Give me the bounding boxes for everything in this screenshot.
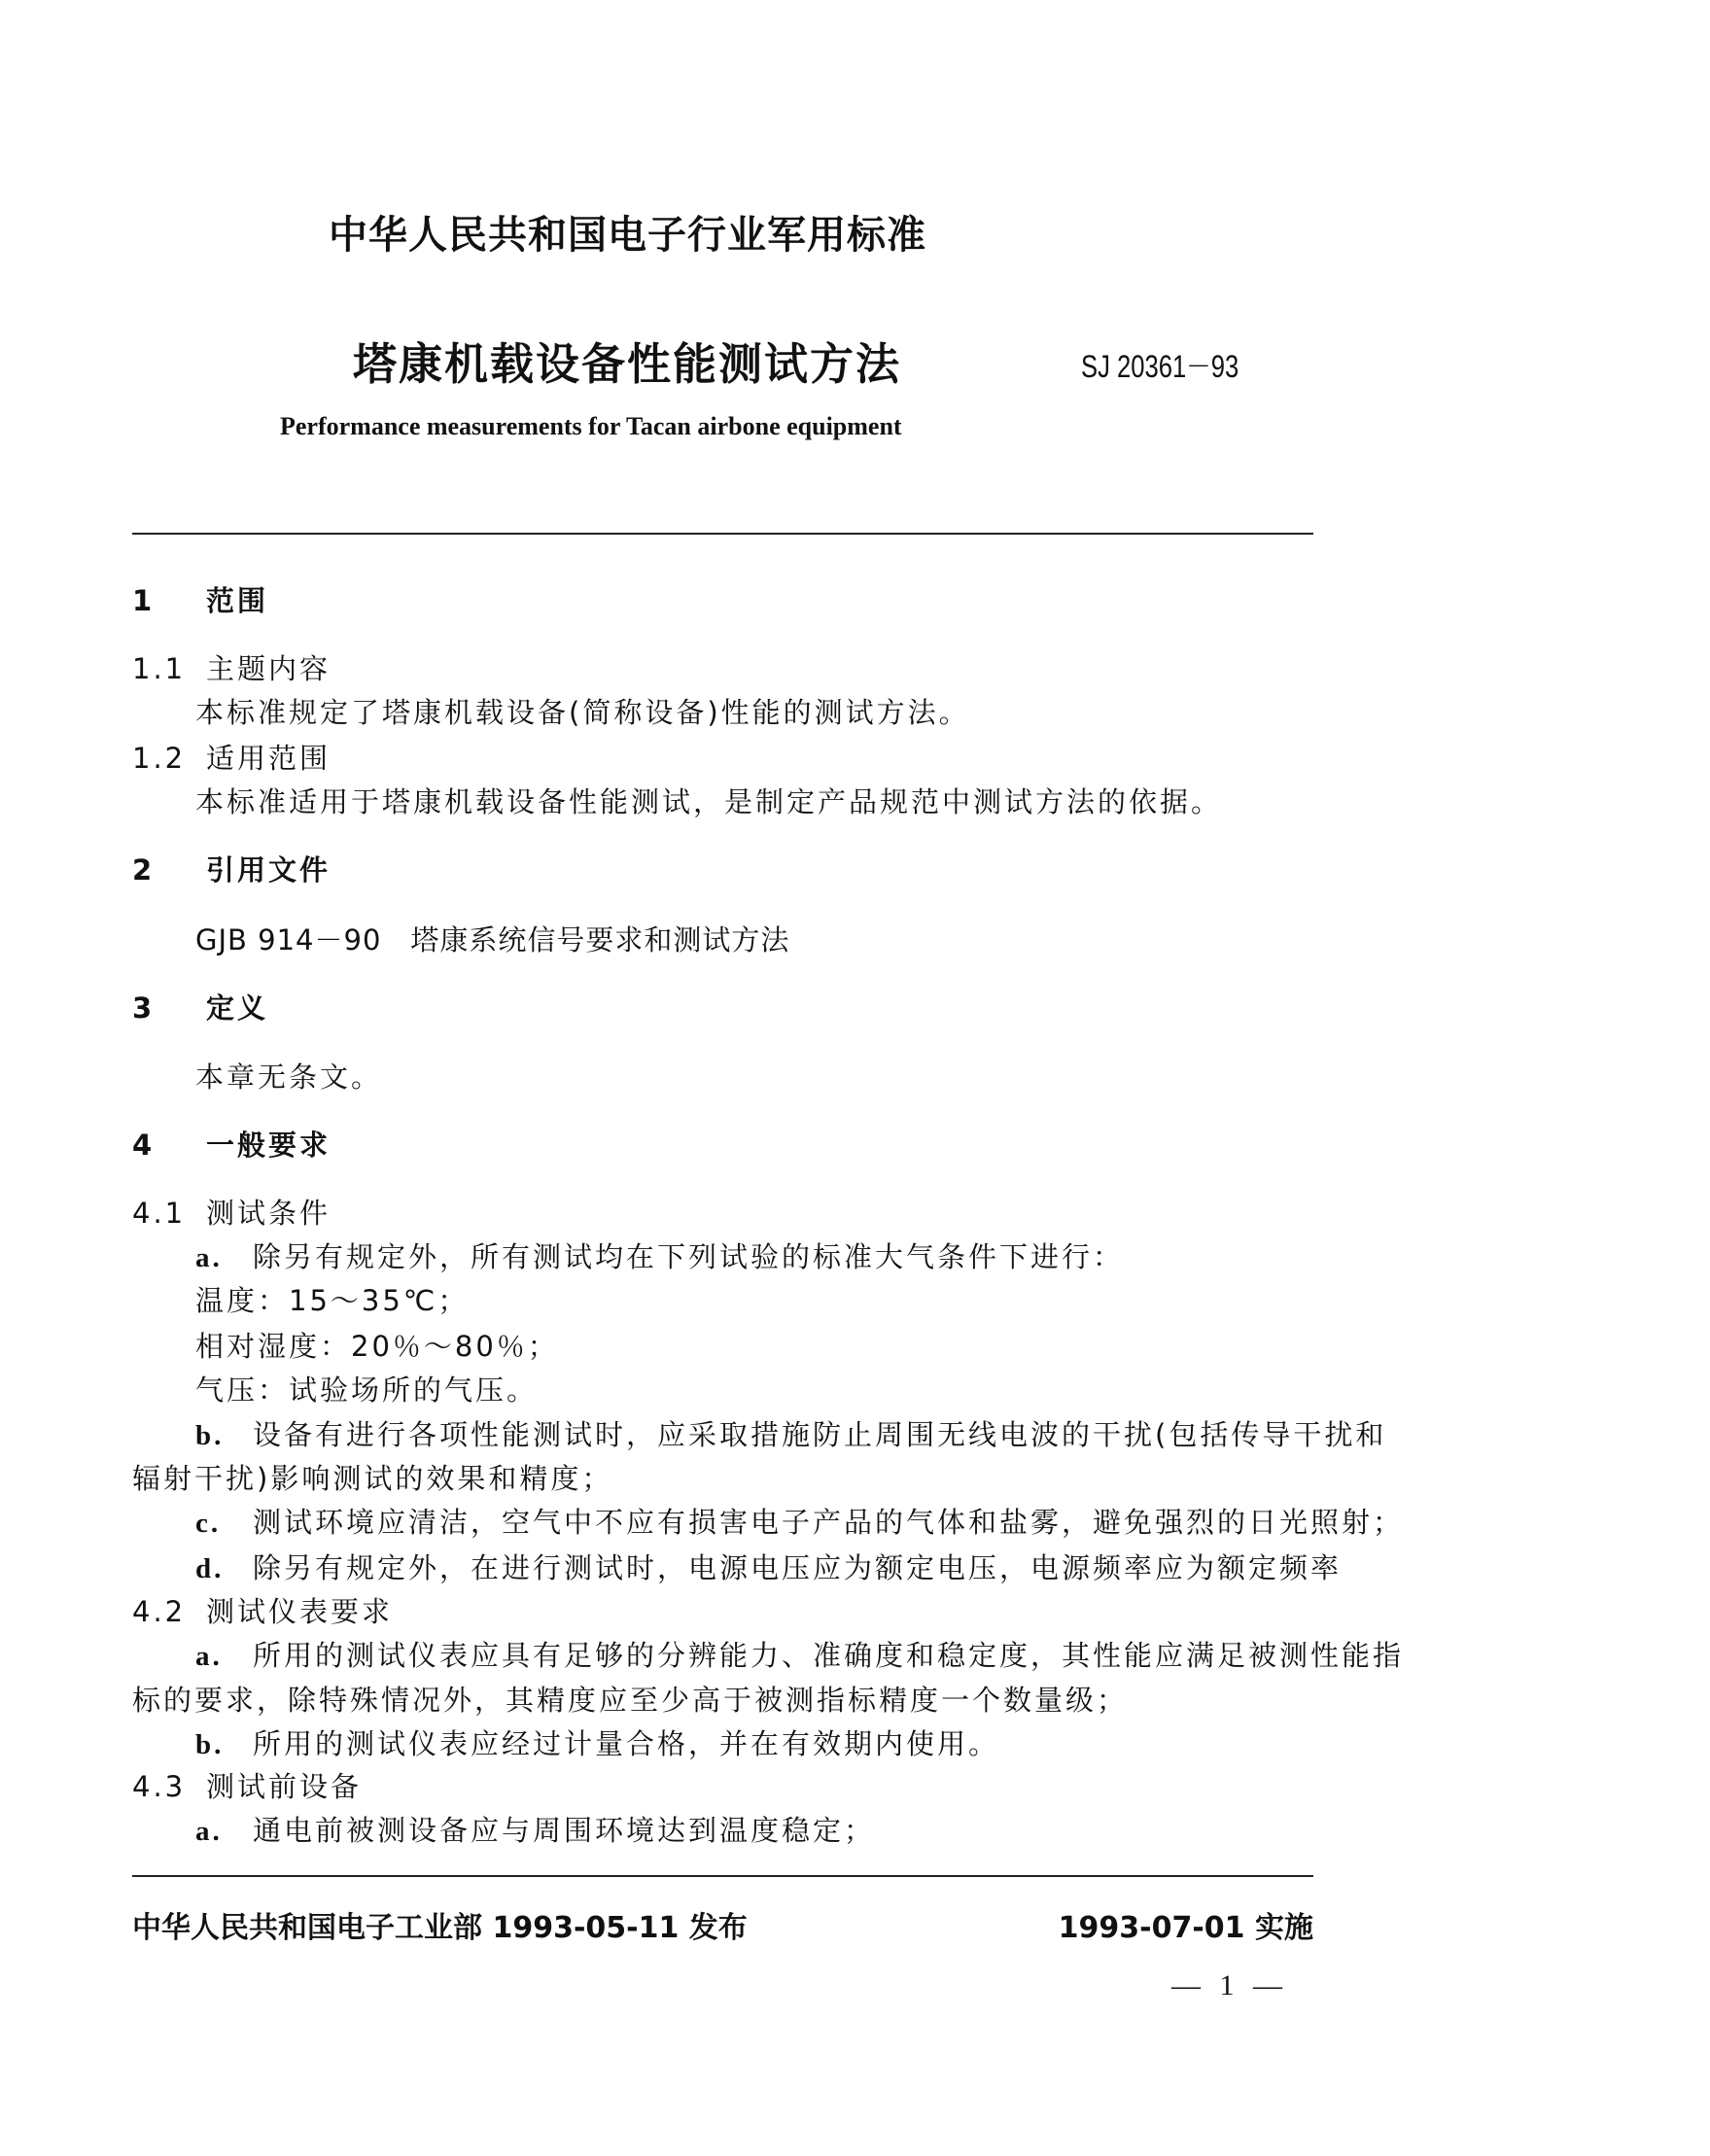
item-4-2-a: a. 所用的测试仪表应具有足够的分辨能力、准确度和稳定度，其性能应满足被测性能指 (195, 1639, 1405, 1672)
item-4-1-b-cont: 辐射干扰)影响测试的效果和精度； (132, 1462, 613, 1495)
item-4-1-d: d. 除另有规定外，在进行测试时，电源电压应为额定电压，电源频率应为额定频率 (195, 1551, 1343, 1584)
item-4-1-a: a. 除另有规定外，所有测试均在下列试验的标准大气条件下进行： (195, 1240, 1125, 1273)
section-4-3-heading: 4.3 测试前设备 (132, 1770, 363, 1803)
section-4-2-heading: 4.2 测试仪表要求 (132, 1595, 394, 1628)
page-number: — 1 — (1171, 1969, 1288, 2001)
item-4-1-b: b. 设备有进行各项性能测试时，应采取措施防止周围无线电波的干扰(包括传导干扰和 (195, 1418, 1387, 1451)
section-4-heading: 4 一般要求 (132, 1129, 332, 1162)
temperature-condition: 温度：15～35℃； (195, 1284, 470, 1317)
section-1-heading: 1 范围 (132, 584, 269, 617)
section-3-heading: 3 定义 (132, 991, 269, 1025)
document-title: 塔康机载设备性能测试方法 (353, 338, 902, 390)
item-4-2-b: b. 所用的测试仪表应经过计量合格，并在有效期内使用。 (195, 1727, 1000, 1760)
item-4-3-a: a. 通电前被测设备应与周围环境达到温度稳定； (195, 1814, 876, 1847)
footer-rule (132, 1875, 1313, 1877)
humidity-condition: 相对湿度：20％～80％； (195, 1330, 559, 1363)
effective-date: 1993-07-01 实施 (1058, 1911, 1313, 1945)
item-4-1-c: c. 测试环境应清洁，空气中不应有损害电子产品的气体和盐雾，避免强烈的日光照射； (195, 1506, 1405, 1539)
standard-code: SJ 20361－93 (1081, 349, 1239, 384)
document-title-en: Performance measurements for Tacan airbone equipment (280, 412, 902, 440)
reference-document: GJB 914－90 塔康系统信号要求和测试方法 (195, 923, 790, 956)
header-rule (132, 533, 1313, 535)
section-1-2-heading: 1.2 适用范围 (132, 742, 332, 775)
section-1-1-heading: 1.1 主题内容 (132, 652, 332, 685)
issued-date: 中华人民共和国电子工业部 1993-05-11 发布 (132, 1911, 748, 1945)
section-1-2-text: 本标准适用于塔康机载设备性能测试，是制定产品规范中测试方法的依据。 (195, 785, 1223, 818)
section-4-1-heading: 4.1 测试条件 (132, 1197, 332, 1230)
item-4-2-a-cont: 标的要求，除特殊情况外，其精度应至少高于被测指标精度一个数量级； (132, 1684, 1129, 1717)
section-3-text: 本章无条文。 (195, 1061, 383, 1094)
pressure-condition: 气压：试验场所的气压。 (195, 1374, 539, 1407)
section-2-heading: 2 引用文件 (132, 853, 332, 887)
section-1-1-text: 本标准规定了塔康机载设备(简称设备)性能的测试方法。 (195, 696, 970, 729)
org-standard-title: 中华人民共和国电子行业军用标准 (329, 213, 926, 258)
